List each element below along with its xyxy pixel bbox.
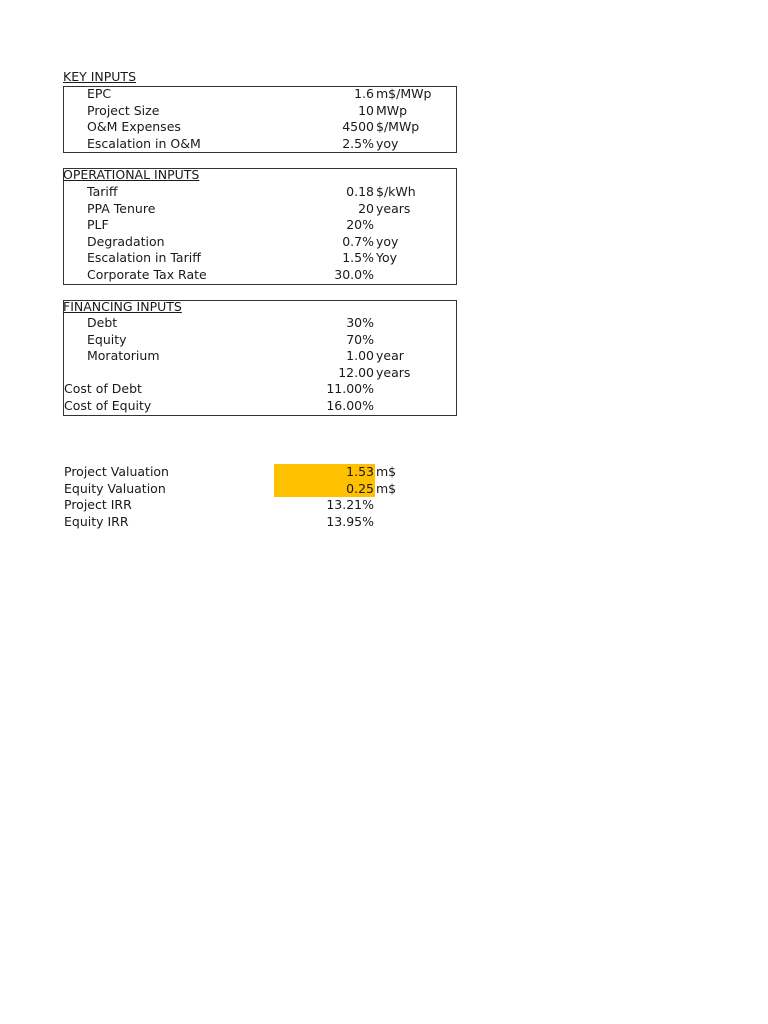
outputs-section bbox=[63, 464, 457, 532]
row-unit: years bbox=[376, 364, 411, 380]
financing-row-debt bbox=[63, 315, 457, 332]
operational-row-escalation-tariff bbox=[63, 250, 457, 267]
row-label: PPA Tenure bbox=[87, 200, 156, 216]
row-label: O&M Expenses bbox=[87, 119, 181, 134]
row-value[interactable]: 11.00% bbox=[326, 381, 374, 396]
row-value[interactable]: 30.0% bbox=[334, 266, 374, 282]
row-value[interactable]: 10 bbox=[358, 102, 374, 118]
key-inputs-row-epc bbox=[63, 86, 457, 103]
row-label: Project Valuation bbox=[64, 464, 169, 479]
row-label: Tariff bbox=[87, 184, 118, 199]
output-row-project-irr bbox=[63, 497, 457, 514]
row-value[interactable]: 1.6 bbox=[354, 86, 374, 101]
row-label: EPC bbox=[87, 86, 112, 101]
row-label: Corporate Tax Rate bbox=[87, 266, 207, 282]
key-inputs-row-om-expenses bbox=[63, 119, 457, 136]
row-label: Project Size bbox=[87, 102, 160, 118]
row-value[interactable]: 1.5% bbox=[342, 250, 374, 265]
financing-row-equity bbox=[63, 332, 457, 349]
row-label: Moratorium bbox=[87, 348, 160, 363]
row-value[interactable]: 20 bbox=[358, 200, 374, 216]
row-value[interactable]: 30% bbox=[346, 315, 374, 330]
row-unit: m$ bbox=[376, 480, 397, 496]
operational-row-tariff bbox=[63, 184, 457, 201]
row-value[interactable]: 4500 bbox=[342, 119, 374, 134]
key-inputs-title: KEY INPUTS bbox=[63, 69, 136, 84]
row-label: PLF bbox=[87, 217, 109, 232]
row-unit: $/MWp bbox=[376, 119, 420, 134]
row-unit: yoy bbox=[376, 135, 399, 151]
row-label: Equity bbox=[87, 331, 127, 347]
financing-inputs-section bbox=[63, 315, 457, 415]
operational-row-plf bbox=[63, 217, 457, 234]
output-row-project-valuation bbox=[63, 464, 457, 481]
row-label: Debt bbox=[87, 315, 118, 330]
row-value[interactable]: 2.5% bbox=[342, 135, 374, 151]
output-row-equity-valuation bbox=[63, 481, 457, 498]
financing-row-moratorium bbox=[63, 348, 457, 365]
row-label: Cost of Debt bbox=[64, 381, 142, 396]
operational-row-degradation bbox=[63, 234, 457, 251]
row-value[interactable]: 1.53 bbox=[346, 464, 374, 479]
row-label: Project IRR bbox=[64, 497, 132, 512]
row-label: Escalation in Tariff bbox=[87, 250, 201, 265]
row-label: Equity Valuation bbox=[64, 480, 166, 496]
financing-row-cost-of-equity bbox=[63, 398, 457, 415]
row-value[interactable]: 0.25 bbox=[346, 480, 374, 496]
row-value[interactable]: 12.00 bbox=[338, 364, 374, 380]
operational-row-corporate-tax-rate bbox=[63, 267, 457, 284]
operational-row-ppa-tenure bbox=[63, 201, 457, 218]
row-unit: Yoy bbox=[376, 250, 398, 265]
row-value[interactable]: 16.00% bbox=[326, 397, 374, 413]
row-label: Degradation bbox=[87, 233, 165, 249]
row-label: Cost of Equity bbox=[64, 397, 152, 413]
key-inputs-section bbox=[63, 86, 457, 153]
operational-inputs-section bbox=[63, 184, 457, 284]
row-value[interactable]: 1.00 bbox=[346, 348, 374, 363]
row-value[interactable]: 13.95% bbox=[326, 513, 374, 529]
row-unit: MWp bbox=[376, 102, 408, 118]
row-unit: years bbox=[376, 200, 411, 216]
financing-row-cost-of-debt bbox=[63, 381, 457, 398]
row-value[interactable]: 20% bbox=[346, 217, 374, 232]
row-value[interactable]: 13.21% bbox=[326, 497, 374, 512]
row-unit: m$/MWp bbox=[376, 86, 432, 101]
output-row-equity-irr bbox=[63, 514, 457, 531]
financing-row-tenure bbox=[63, 365, 457, 382]
row-value[interactable]: 0.7% bbox=[342, 233, 374, 249]
key-inputs-row-project-size bbox=[63, 103, 457, 120]
row-unit: m$ bbox=[376, 464, 397, 479]
key-inputs-row-escalation-om bbox=[63, 136, 457, 153]
row-label: Escalation in O&M bbox=[87, 135, 201, 151]
row-unit: $/kWh bbox=[376, 184, 416, 199]
row-label: Equity IRR bbox=[64, 513, 129, 529]
financing-inputs-title: FINANCING INPUTS bbox=[63, 299, 182, 314]
operational-inputs-title: OPERATIONAL INPUTS bbox=[63, 167, 200, 182]
row-value[interactable]: 70% bbox=[346, 331, 374, 347]
row-unit: year bbox=[376, 348, 404, 363]
row-unit: yoy bbox=[376, 233, 399, 249]
row-value[interactable]: 0.18 bbox=[346, 184, 374, 199]
